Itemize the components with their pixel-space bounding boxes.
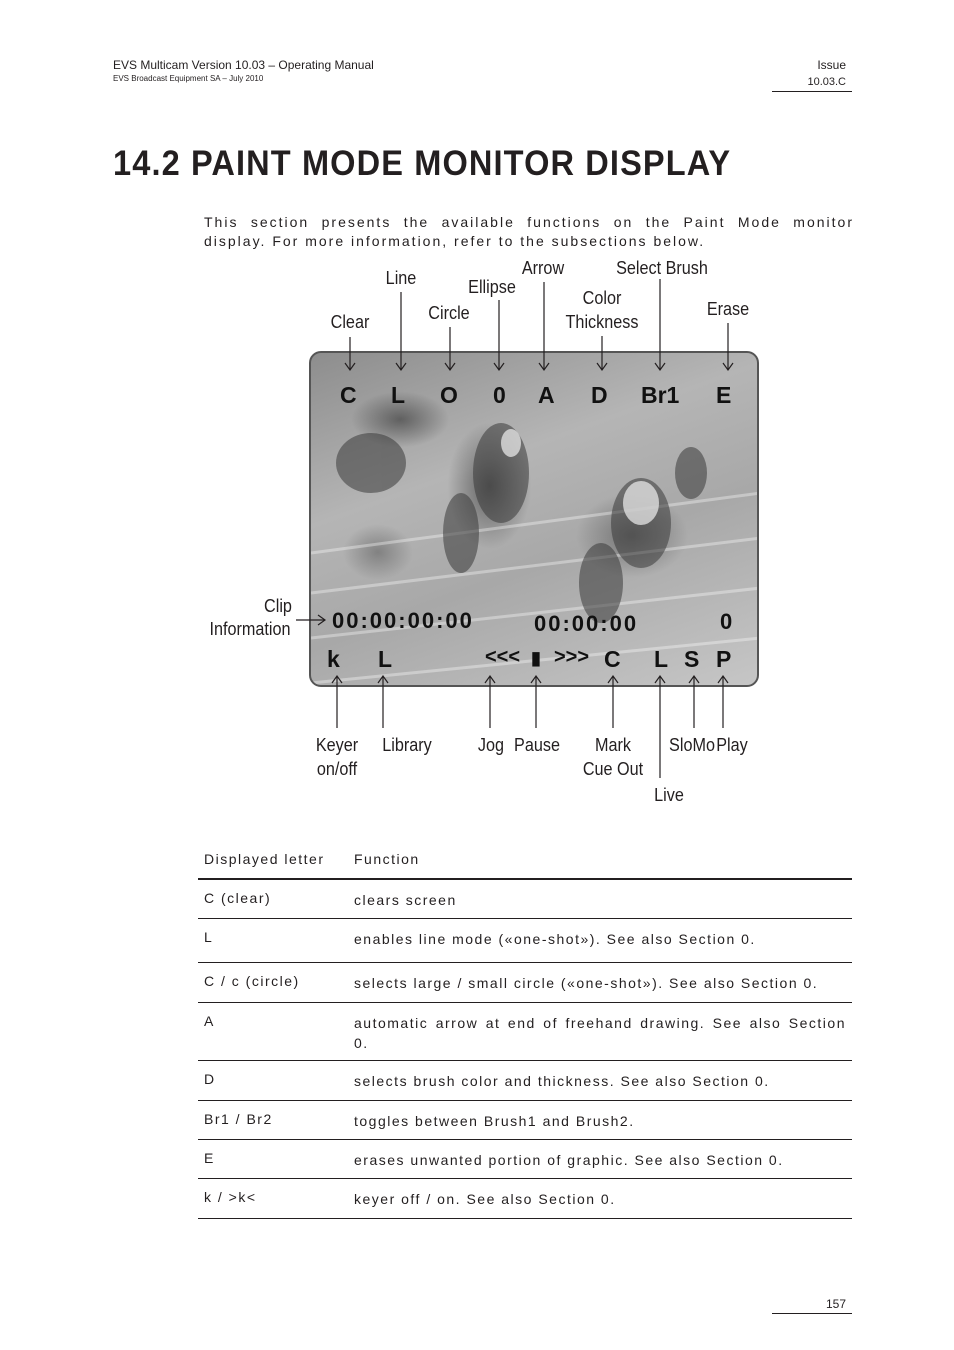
monitor-letter-keyer: k — [327, 646, 340, 672]
table-cell-letter: k / >k< — [198, 1178, 348, 1218]
monitor-letter-ellipse: 0 — [493, 382, 506, 408]
function-table — [198, 842, 852, 1219]
table-cell-letter: A — [198, 1002, 348, 1060]
monitor-letter-brush: Br1 — [641, 382, 680, 408]
table-cell-letter: C (clear) — [198, 879, 348, 918]
table-row — [198, 1100, 852, 1139]
table-row — [198, 918, 852, 962]
header-title: EVS Multicam Version 10.03 – Operating Manual — [113, 58, 374, 72]
section-title: 14.2 PAINT MODE MONITOR DISPLAY — [113, 144, 732, 183]
monitor-letter-play: P — [716, 646, 732, 672]
table-cell-function: selects brush color and thickness. See also Section 0. — [348, 1060, 852, 1100]
table-cell-function: keyer off / on. See also Section 0. — [348, 1178, 852, 1218]
label-information: Information — [209, 619, 291, 639]
table-row — [198, 879, 852, 918]
label-pause: Pause — [514, 735, 560, 755]
label-color: Color — [582, 288, 622, 308]
monitor-letter-library: L — [378, 646, 393, 672]
section-intro: This section presents the available functions on the Paint Mode monitor display. For more information, refer to the subsections below. — [204, 214, 854, 249]
table-row — [198, 1178, 852, 1218]
table-row — [198, 962, 852, 1002]
monitor-jog-back: <<< — [485, 646, 521, 668]
label-arrow: Arrow — [521, 258, 565, 278]
monitor-letter-clear: C — [340, 382, 357, 408]
header-subtitle: EVS Broadcast Equipment SA – July 2010 — [113, 74, 264, 83]
label-erase: Erase — [706, 299, 750, 319]
table-row — [198, 1002, 852, 1060]
table-cell-function: erases unwanted portion of graphic. See also Section 0. — [348, 1139, 852, 1178]
monitor-letter-arrow: A — [538, 382, 555, 408]
label-play: Play — [716, 735, 748, 755]
table-cell-letter: D — [198, 1060, 348, 1100]
monitor-pause: ▮ — [531, 648, 541, 668]
label-clear: Clear — [330, 312, 370, 332]
label-line: Line — [385, 268, 417, 288]
table-header-cell: Displayed letter — [198, 842, 348, 879]
label-cue-out: Cue Out — [582, 759, 644, 779]
monitor-timecode-count: 0 — [720, 609, 735, 634]
monitor-timecode-short: 00:00:00 — [534, 611, 639, 636]
table-header-cell: Function — [348, 842, 852, 879]
table-cell-function: enables line mode («one-shot»). See also Section 0. — [348, 918, 852, 962]
header-issue-value: 10.03.C — [807, 76, 846, 88]
table-cell-function: clears screen — [348, 879, 852, 918]
table-header-row — [198, 842, 852, 879]
page-number: 157 — [825, 1297, 846, 1311]
label-slomo: SloMo — [669, 735, 715, 755]
label-live: Live — [654, 785, 684, 805]
label-circle: Circle — [428, 303, 470, 323]
label-keyer-onoff: on/off — [316, 759, 358, 779]
monitor-letter-circle: O — [440, 382, 458, 408]
label-thickness: Thickness — [565, 312, 639, 332]
table-cell-function: selects large / small circle («one-shot»). See also Section 0. — [348, 962, 852, 1002]
monitor-letter-line: L — [391, 382, 406, 408]
table-cell-function: automatic arrow at end of freehand drawing. See also Section 0. — [348, 1002, 852, 1060]
table-cell-function: toggles between Brush1 and Brush2. — [348, 1100, 852, 1139]
monitor-letter-live: L — [654, 646, 669, 672]
header-issue-label: Issue — [817, 58, 846, 72]
monitor-letter-erase: E — [716, 382, 732, 408]
table-row — [198, 1060, 852, 1100]
monitor-jog-forward: >>> — [554, 646, 590, 668]
table-cell-letter: Br1 / Br2 — [198, 1100, 348, 1139]
label-mark: Mark — [595, 735, 631, 755]
monitor-letter-mark: C — [604, 646, 621, 672]
label-keyer: Keyer — [315, 735, 359, 755]
table-row — [198, 1139, 852, 1178]
label-library: Library — [382, 735, 432, 755]
monitor-letter-slomo: S — [684, 646, 700, 672]
label-ellipse: Ellipse — [468, 277, 516, 297]
monitor-timecode-main: 00:00:00:00 — [332, 608, 474, 633]
footer-rule — [772, 1313, 852, 1314]
label-clip: Clip — [264, 596, 292, 616]
table-cell-letter: C / c (circle) — [198, 962, 348, 1002]
label-select-brush: Select Brush — [616, 258, 708, 278]
table-cell-letter: E — [198, 1139, 348, 1178]
table-cell-letter: L — [198, 918, 348, 962]
label-jog: Jog — [477, 735, 505, 755]
monitor-letter-color: D — [591, 382, 608, 408]
